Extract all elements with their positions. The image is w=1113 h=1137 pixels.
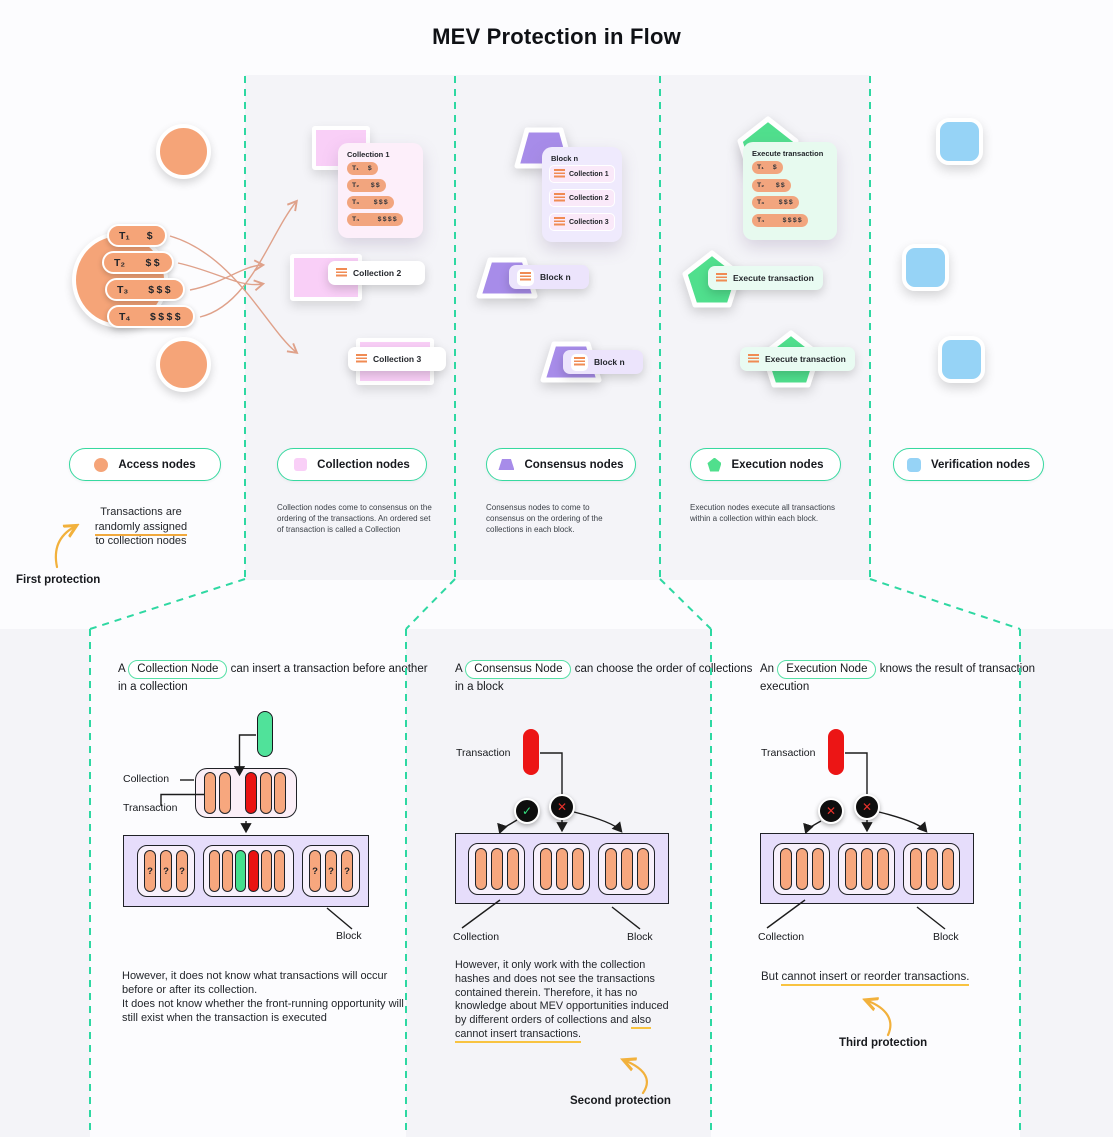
question-pill: ? <box>341 850 353 892</box>
execute-transaction-label <box>740 347 855 371</box>
block-card-item <box>549 165 615 183</box>
collection-1-card <box>338 143 423 238</box>
transaction-pill <box>347 179 386 192</box>
check-mark-icon: ✓ <box>514 798 540 824</box>
block-label-text: Block n <box>540 272 571 282</box>
transaction-fee: $ <box>772 164 778 171</box>
transaction-pill-orange <box>812 848 824 890</box>
legend-label: Verification nodes <box>930 458 1031 471</box>
cross-mark-icon: ✕ <box>549 794 575 820</box>
transaction-pill <box>752 161 783 174</box>
transaction-pill-t4 <box>107 305 195 328</box>
list-icon <box>554 217 565 227</box>
block-card-title: Block n <box>551 154 579 163</box>
execution-node-pill: Execution Node <box>777 660 876 679</box>
panel-3-header <box>760 660 1072 695</box>
consensus-node-pill: Consensus Node <box>465 660 571 679</box>
transaction-fee: $$$$ <box>782 216 803 224</box>
header-text: can insert a transaction before another in a collection <box>118 663 428 693</box>
transaction-pill-orange <box>942 848 954 890</box>
block-card-item <box>549 189 615 207</box>
question-pill: ? <box>176 850 188 892</box>
header-text: An <box>760 663 775 675</box>
collection-card-title: Collection 1 <box>347 150 390 159</box>
transaction-pill-t3 <box>105 278 185 301</box>
transaction-fee: $$ <box>145 256 162 269</box>
panel-1-header <box>118 660 430 695</box>
transaction-pill-t1 <box>107 224 167 247</box>
transaction-pill-red <box>523 729 539 775</box>
block-n-label <box>563 350 643 374</box>
transaction-fee: $$$ <box>373 199 389 206</box>
collection-label-text: Collection 3 <box>373 354 422 364</box>
collection-label: Collection <box>758 931 805 943</box>
block-n-card <box>542 147 622 242</box>
panel-3-body <box>761 970 1021 985</box>
access-description-line3: to collection nodes <box>95 535 187 548</box>
transaction-pill-orange <box>605 848 617 890</box>
transaction-pill-orange <box>861 848 873 890</box>
transaction-fee: $ <box>367 165 373 172</box>
access-node-circle <box>156 337 211 392</box>
transaction-pill-orange <box>507 848 519 890</box>
transaction-pill-green <box>235 850 246 892</box>
collection-label: Collection <box>453 931 500 943</box>
body-underlined-text: cannot insert or reorder transactions. <box>781 971 969 986</box>
transaction-id: T₄ <box>352 216 360 223</box>
block-label: Block <box>336 930 362 942</box>
transaction-id: T₃ <box>117 283 129 296</box>
collection-3-label <box>348 347 446 371</box>
legend-verification-nodes <box>893 448 1044 481</box>
transaction-id: T₄ <box>757 216 765 224</box>
verification-node-square <box>936 118 983 165</box>
transaction-id: T₃ <box>352 199 360 206</box>
legend-collection-nodes <box>277 448 427 481</box>
header-text: can choose the order of collections in a block <box>455 663 753 693</box>
question-pill: ? <box>325 850 337 892</box>
verification-node-icon <box>907 458 921 472</box>
body-underlined-text: also cannot insert transactions. <box>455 1014 651 1043</box>
panel-2-header <box>455 660 755 695</box>
access-node-icon <box>94 458 108 472</box>
list-icon <box>716 273 727 283</box>
execute-card-title: Execute transaction <box>752 149 824 158</box>
transaction-pill-orange <box>556 848 568 890</box>
transaction-pill-orange <box>475 848 487 890</box>
body-text: But <box>761 971 782 983</box>
transaction-pill <box>347 196 394 209</box>
question-pill: ? <box>144 850 156 892</box>
transaction-pill <box>752 179 791 192</box>
inserted-transaction-pill <box>257 711 273 757</box>
third-protection-label: Third protection <box>839 1037 928 1049</box>
legend-label: Consensus nodes <box>524 458 624 471</box>
cross-mark-icon: ✕ <box>854 794 880 820</box>
legend-label: Access nodes <box>118 458 196 471</box>
transaction-pill-orange <box>491 848 503 890</box>
header-text: A <box>118 663 126 675</box>
transaction-pill <box>752 214 808 227</box>
panel-2-body <box>455 959 675 1042</box>
legend-label: Execution nodes <box>731 458 824 471</box>
transaction-pill-orange <box>621 848 633 890</box>
first-protection-label: First protection <box>16 574 101 586</box>
transaction-pill-orange <box>260 772 272 814</box>
list-icon <box>571 354 588 371</box>
transaction-pill <box>752 196 799 209</box>
transaction-pill-orange <box>274 850 285 892</box>
collection-2-label <box>328 261 425 285</box>
list-icon <box>517 269 534 286</box>
block-label: Block <box>933 931 959 943</box>
transaction-fee: $$ <box>370 182 381 189</box>
legend-execution-nodes <box>690 448 841 481</box>
transaction-fee: $$$$ <box>377 216 398 223</box>
list-icon <box>748 354 759 364</box>
block-item-text: Collection 3 <box>569 218 609 226</box>
block-n-label <box>509 265 589 289</box>
transaction-pill-orange <box>780 848 792 890</box>
body-paragraph: However, it does not know what transactions will occur before or after its collection. <box>122 970 388 997</box>
transaction-fee: $$ <box>775 181 786 189</box>
block-item-text: Collection 2 <box>569 194 609 202</box>
list-icon <box>554 193 565 203</box>
transaction-label: Transaction <box>123 802 178 814</box>
second-protection-label: Second protection <box>570 1095 671 1107</box>
transaction-id: T₁ <box>352 165 359 172</box>
execution-description: Execution nodes execute all transactions within a collection within each block. <box>690 503 835 523</box>
execute-transaction-card <box>743 142 837 240</box>
body-paragraph: It does not know whether the front-running opportunity will still exist when the transaction is executed <box>122 998 404 1025</box>
consensus-description: Consensus nodes to come to consensus on the ordering of the collections in each block. <box>486 503 603 534</box>
background-tint <box>1020 629 1113 1137</box>
transaction-pill-orange <box>540 848 552 890</box>
transaction-pill-red <box>248 850 259 892</box>
legend-access-nodes <box>69 448 221 481</box>
block-label: Block <box>627 931 653 943</box>
access-description-line1: Transactions are <box>100 506 182 518</box>
access-node-circle <box>156 124 211 179</box>
background-tint <box>0 629 90 1137</box>
collection-label-text: Collection 2 <box>353 268 402 278</box>
block-item-text: Collection 1 <box>569 170 609 178</box>
access-description <box>82 505 200 549</box>
list-icon <box>356 354 367 364</box>
collection-description: Collection nodes come to consensus on the ordering of the transactions. An ordered set of transaction is called a Collection <box>277 503 432 534</box>
transaction-id: T₂ <box>757 181 765 189</box>
transaction-label: Transaction <box>456 747 511 759</box>
access-description-underlined: randomly assigned <box>95 521 187 536</box>
legend-label: Collection nodes <box>317 458 410 471</box>
question-pill: ? <box>160 850 172 892</box>
transaction-pill-orange <box>261 850 272 892</box>
panel-1-body <box>122 969 418 1025</box>
execution-node-icon <box>707 458 721 472</box>
header-text: A <box>455 663 463 675</box>
transaction-pill-orange <box>274 772 286 814</box>
transaction-pill-red <box>245 772 257 814</box>
cross-mark-icon: ✕ <box>818 798 844 824</box>
transaction-pill-orange <box>209 850 220 892</box>
block-card-item <box>549 213 615 231</box>
transaction-pill-orange <box>572 848 584 890</box>
execute-label-text: Execute transaction <box>765 354 846 364</box>
collection-node-icon <box>294 458 307 471</box>
transaction-pill-orange <box>204 772 216 814</box>
transaction-pill-red <box>828 729 844 775</box>
page-title: MEV Protection in Flow <box>432 24 681 49</box>
transaction-pill-orange <box>796 848 808 890</box>
legend-consensus-nodes <box>486 448 636 481</box>
transaction-id: T₁ <box>757 164 764 171</box>
transaction-id: T₁ <box>119 229 130 242</box>
transaction-pill-orange <box>222 850 233 892</box>
question-pill: ? <box>309 850 321 892</box>
transaction-id: T₃ <box>757 199 765 206</box>
transaction-pill-orange <box>877 848 889 890</box>
transaction-label: Transaction <box>761 747 816 759</box>
block-label-text: Block n <box>594 357 625 367</box>
transaction-pill-orange <box>910 848 922 890</box>
transaction-id: T₂ <box>114 256 126 269</box>
transaction-pill-orange <box>637 848 649 890</box>
transaction-fee: $$$ <box>148 283 173 296</box>
transaction-fee: $ <box>146 229 155 242</box>
execute-label-text: Execute transaction <box>733 273 814 283</box>
transaction-pill-orange <box>845 848 857 890</box>
list-icon <box>554 169 565 179</box>
transaction-pill-orange <box>219 772 231 814</box>
transaction-pill <box>347 213 403 226</box>
verification-node-square <box>902 244 949 291</box>
verification-node-square <box>938 336 985 383</box>
consensus-node-icon <box>498 459 514 470</box>
transaction-pill-t2 <box>102 251 174 274</box>
transaction-fee: $$$$ <box>150 310 183 323</box>
transaction-fee: $$$ <box>778 199 794 206</box>
transaction-id: T₂ <box>352 182 360 189</box>
execute-transaction-label <box>708 266 823 290</box>
transaction-pill <box>347 162 378 175</box>
transaction-pill-orange <box>926 848 938 890</box>
collection-node-pill: Collection Node <box>128 660 227 679</box>
body-text: However, it only work with the collection hashes and does not see the transactions contained therein. Therefore, it has no knowledge about MEV opportunities induced by different orders of collections and <box>455 959 669 1027</box>
header-text: knows the result of transaction execution <box>760 663 1036 693</box>
collection-label: Collection <box>123 773 170 785</box>
list-icon <box>336 268 347 278</box>
transaction-id: T₄ <box>119 310 131 323</box>
